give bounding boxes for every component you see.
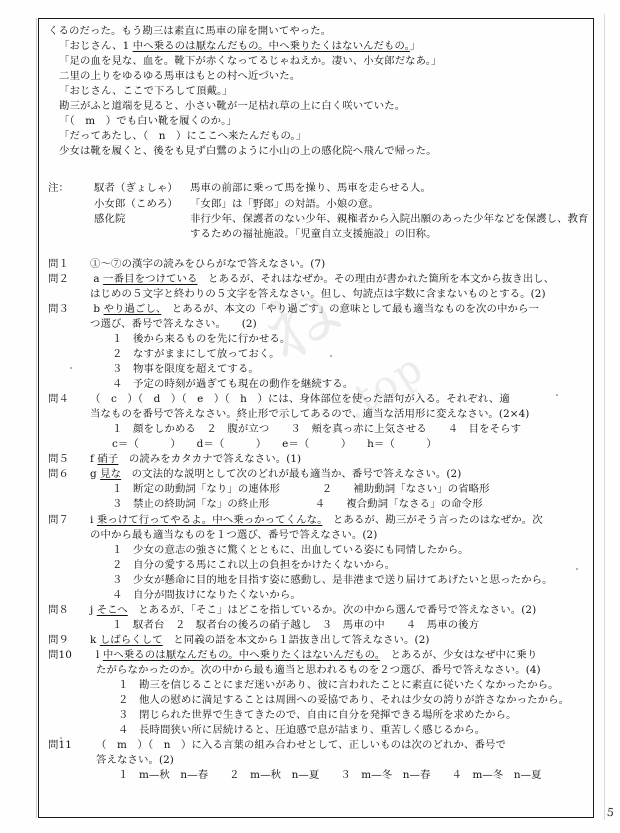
question-11-body [96,738,588,783]
question-7-choice: ３ 少女が懸命に目的地を目指す姿に感動し、是非港まで送り届けてあげたいと思ったから。 [112,573,553,586]
question-4-body [90,392,588,452]
note-term: 感化院 [94,212,126,225]
passage-underlined-quote: 中へ乗るのは厭なんだもの。中へ乗りたくはないんだもの。 [132,40,410,53]
question-2-text [90,272,588,287]
question-10-label: 問10 [48,648,72,661]
note-definition-cont: するための福祉施設。「児童自立支援施設」の旧称。 [190,227,437,240]
question-3-body [90,302,588,392]
passage-line [48,39,588,54]
question-2-underlined-ref: 一番目をつけている [103,272,198,285]
question-11 [48,738,588,783]
question-2-ref-mark: a [90,272,104,285]
question-3-choice: ２ なすがままにして放っておく。 [112,347,280,360]
question-7-choice: ２ 自分の愛する馬にこれ以上の負担をかけたくないから。 [112,558,396,571]
question-9-ref-mark: k [90,633,100,646]
exam-content [48,24,588,783]
spacer [48,174,588,181]
question-10-body [96,648,588,738]
question-9 [48,633,588,648]
question-10-choice: １ 勘三を信じることにまだ迷いがあり、彼に言われたことに素直に従いたくなかったから。 [118,679,559,692]
page-number: 5 [606,805,615,820]
question-10-choice: ４ 長時間狭い所に居続けると、圧迫感で息が詰まり、重苦しく感じるから。 [118,724,486,737]
question-3-text-rest: とあるが、本文の「やり過ごす」の意味として最も適当なものを次の中から一 [161,302,539,315]
passage-line: 「おじさん、ここで下ろして頂戴。」 [59,85,233,98]
question-6-label: 問６ [48,468,69,481]
question-7-label: 問７ [48,513,69,526]
question-10 [48,648,588,738]
spacer [48,159,588,174]
note-definition: 非行少年、保護者のない少年、親権者から入院出願のあった少年などを保護し、教育 [190,212,589,225]
question-1 [48,257,588,272]
question-7-text-cont: の中から最も適当なものを１つ選び、番号で答えなさい。(2) [90,528,378,541]
question-5-underlined-ref: 硝子 [97,453,119,466]
question-10-ref-mark: l [96,648,103,661]
note-term: 馭者（ぎょしゃ） [94,182,178,195]
note-entry [48,212,588,242]
question-5-label: 問５ [48,453,69,466]
question-2-text-cont: はじめの５文字と終わりの５文字を答えなさい。但し、句読点は字数に含まないものとする。(2) [90,287,546,300]
question-4-choice: １ 顔をしかめる ２ 腹が立つ ３ 頬を真っ赤に上気させる ４ 目をそらす [112,423,522,436]
question-8-underlined-ref: そこへ [96,603,128,616]
question-3-text [90,302,588,317]
passage-line: 二里の上りをゆるゆる馬車はもとの村へ近づいた。 [59,70,301,83]
question-7-body [90,513,588,603]
question-1-body [90,257,588,272]
question-5-ref-mark: f [90,453,98,466]
question-6-ref-mark: g [90,468,101,481]
passage-line: 「（ m ）でも白い靴を履くのか。」 [59,115,237,128]
question-8-text [90,603,588,618]
question-4 [48,392,588,452]
notes-block [48,181,588,241]
question-4-text: （ c ）（ d ）（ e ）（ h ）には、身体部位を使った語句が入る。それぞれ、適 [90,393,510,406]
question-6-underlined-ref: 見な [100,468,122,481]
question-8-body [90,603,588,633]
passage-line: 少女は靴を履くと、後をも見ず白鷺のように小山の上の感化院へ飛んで帰った。 [59,145,437,158]
question-3-choice: ４ 予定の時刻が過ぎても現在の動作を継続する。 [112,378,354,391]
question-3 [48,302,588,392]
watermark-cjk-text: ね [246,269,352,380]
question-6-body [90,467,588,512]
question-11-text-cont: 答えなさい。(2) [96,754,174,767]
question-3-choice: １ 後から来るものを先に行かせる。 [112,332,291,345]
question-10-choice: ２ 他人の慰めに満足することは周囲への妥協であり、それは少女の誇りが許さなかったから。 [118,694,570,707]
question-6-choice: １ 断定の助動詞「なり」の連体形 ２ 補助動詞「なさい」の省略形 [112,483,490,496]
note-term: 小女郎（こめろ） [94,197,178,210]
question-8-choice: １ 馭者台 ２ 馭者台の後ろの硝子越し ３ 馬車の中 ４ 馬車の後方 [112,618,480,631]
question-2-body [90,272,588,302]
note-definition: 「女郎」は「野郎」の対語。小娘の意。 [190,197,379,210]
question-1-text: ①〜⑦の漢字の読みをひらがなで答えなさい。(7) [90,257,326,270]
passage-line-suffix: 」 [409,40,421,53]
question-9-body [90,633,588,648]
question-3-label: 問３ [48,302,69,315]
note-entry [48,197,588,212]
question-10-underlined-ref: 中へ乗るのは厭なんだもの。中へ乗りたくはないんだもの。 [102,648,381,661]
question-2-text-rest: とあるが、それはなぜか。その理由が書かれた箇所を本文から抜き出し、 [197,272,555,285]
page-left-edge [36,18,37,818]
passage-line: くるのだった。もう勘三は素直に馬車の扉を開いてやった。 [48,25,332,37]
question-7-underlined-ref: 乗っけて行ってやるよ。中へ乗っかってくんな。 [96,513,323,526]
question-1-label: 問１ [48,257,69,270]
reading-passage [48,24,588,159]
question-8-label: 問８ [48,603,69,616]
question-5-body [90,452,588,467]
passage-line: 「だってあたし、（ n ）にここへ来たんだもの。」 [59,130,307,143]
question-7-text [90,513,588,528]
question-9-text-rest: と同義の語を本文から１語抜き出して答えなさい。(2) [162,633,430,646]
passage-line: 「足の血を見な、血を。靴下が赤くなってるじゃねえか。凄い、小女郎だなあ。」 [59,55,442,68]
question-7-ref-mark: i [90,513,97,526]
page-right-edge [604,14,605,820]
question-5 [48,452,588,467]
passage-line: 勘三がふと道端を見ると、小さい靴が一足枯れ草の上に白く咲いていた。 [59,100,406,113]
question-11-choice: １ m—秋 n—春 ２ m—秋 n—夏 ３ m—冬 n—春 ４ m—冬 n—夏 [118,769,542,782]
question-10-text [96,648,588,663]
question-10-choice: ３ 閉じられた世界で生きてきたので、自由に自分を発揮できる場所を求めたから。 [118,709,517,722]
question-4-text-cont: 当なものを番号で答えなさい。終止形で示してあるので、適当な活用形に変えなさい。(2×4) [90,408,530,421]
note-definition: 馬車の前部に乗って馬を操り、馬車を走らせる人。 [190,182,431,195]
question-9-label: 問９ [48,633,69,646]
question-10-text-rest: とあるが、少女はなぜ中に乗り [380,648,538,661]
note-entry [48,181,588,196]
question-7-choice: ４ 自分が間抜けになりたくないから。 [112,588,301,601]
question-6-text-rest: の文法的な説明として次のどれが最も適当か、番号で答えなさい。(2) [121,468,462,481]
question-6-choice: ３ 禁止の終助詞「な」の終止形 ４ 複合動詞「なさる」の命令形 [112,498,483,511]
question-7-choice: １ 少女の意志の強さに驚くとともに、出血している姿にも同情したから。 [112,543,469,556]
question-11-label: 問11 [48,739,72,752]
notes-label: 注： [48,182,69,195]
question-8-text-rest: とあるが、「そこ」はどこを指しているか。次の中から選んで番号で答えなさい。(2) [127,603,537,616]
question-6 [48,467,588,512]
question-3-choice: ３ 物事を限度を超えてする。 [112,363,259,376]
question-11-text: （ m ）（ n ）に入る言葉の組み合わせとして、正しいものは次のどれか、番号で [96,739,506,752]
spacer [48,242,588,257]
question-7 [48,513,588,603]
question-4-answer-blanks[interactable]: c＝（ ） d＝（ ） e＝（ ） h＝（ ） [112,438,437,451]
question-10-text-cont: たがらなかったのか。次の中から最も適当と思われるものを２つ選び、番号で答えなさい。(4) [96,663,541,676]
question-3-underlined-ref: やり過ごし、 [103,302,162,315]
question-2 [48,272,588,302]
question-7-text-rest: とあるが、勘三がそう言ったのはなぜか。次 [322,513,543,526]
passage-line-prefix: 「おじさん、1 [59,40,133,53]
question-2-label: 問２ [48,272,69,285]
question-5-text [90,452,588,467]
question-4-label: 問４ [48,393,69,406]
question-3-text-cont: つ選び、番号で答えなさい。 (2) [90,317,257,330]
question-6-text [90,467,588,482]
question-5-text-rest: の読みをカタカナで答えなさい。(1) [118,453,302,466]
question-9-underlined-ref: しばらくして [99,633,163,646]
watermark-latin-text: .top [334,344,433,430]
question-9-text [90,633,588,648]
question-8-ref-mark: j [90,603,97,616]
question-8 [48,603,588,633]
question-3-ref-mark: b [90,302,104,315]
note-definition-block [190,212,589,242]
